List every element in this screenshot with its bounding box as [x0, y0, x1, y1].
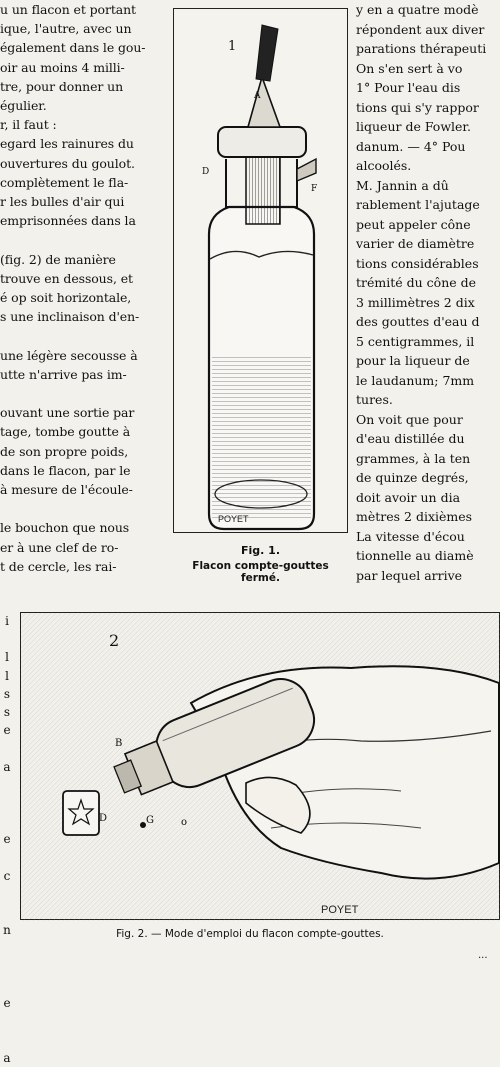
text-line: tionnelle au diamè [356, 548, 474, 563]
text-line: danum. — 4° Pou [356, 138, 466, 154]
text-line: trouve en dessous, et [0, 270, 133, 286]
text-line: s une inclinaison d'en- [0, 309, 140, 325]
text-line: r les bulles d'air qui [0, 194, 125, 210]
text-line: alcoolés. [356, 158, 412, 173]
figure-1-frame [173, 8, 348, 533]
text-line: ouvant une sortie par [0, 405, 135, 421]
figure-1-number: Fig. 1. [241, 544, 280, 557]
text-line: y en a quatre modè [356, 2, 479, 17]
text-line: ouvertures du goulot. [0, 155, 135, 171]
margin-fragment: l [5, 668, 9, 683]
text-line: tage, tombe goutte à [0, 424, 131, 440]
margin-fragment [0, 1030, 14, 1048]
text-line: 3 millimètres 2 dix [356, 294, 475, 310]
margin-fragment: e [3, 995, 11, 1010]
margin-fragment: s [3, 704, 11, 719]
margin-fragment: c [3, 868, 11, 883]
text-line: égulier. [0, 98, 47, 114]
text-line: de son propre poids, [0, 443, 129, 459]
margin-fragment: a [3, 759, 11, 774]
text-line: parations thérapeuti [356, 41, 487, 56]
dropper-bottle-illustration [174, 9, 349, 534]
margin-fragment [0, 848, 14, 866]
text-line: rablement l'ajutage [356, 197, 480, 212]
text-line [0, 384, 166, 403]
text-line: d'eau distillée du [356, 431, 465, 446]
label-D2: D [99, 813, 108, 824]
margin-fragment [0, 630, 14, 648]
text-line: trémité du cône de [356, 275, 477, 290]
text-line: pour la liqueur de [356, 353, 470, 368]
margin-fragment: s [3, 686, 11, 701]
label-D: D [202, 167, 210, 177]
text-line: 1° Pour l'eau dis [356, 80, 461, 95]
text-line: 5 centigrammes, il [356, 333, 475, 349]
margin-fragment [0, 812, 14, 830]
text-line: répondent aux diver [356, 21, 485, 37]
margin-fragment [0, 903, 14, 921]
text-line: des gouttes d'eau d [356, 314, 480, 329]
margin-fragment: n [3, 923, 11, 938]
text-line: de quinze degrés, [356, 470, 469, 485]
text-line: er à une clef de ro- [0, 539, 119, 555]
margin-fragment: a [3, 1050, 11, 1065]
text-line: une légère secousse à [0, 347, 138, 363]
text-line: On s'en sert à vo [356, 60, 463, 76]
text-line: complètement le fla- [0, 174, 129, 190]
text-line: (fig. 2) de manière [0, 251, 116, 267]
text-line: tions considérables [356, 255, 479, 271]
text-line: doit avoir un dia [356, 489, 461, 505]
label-F: F [311, 184, 318, 194]
text-line: grammes, à la ten [356, 450, 471, 466]
margin-fragment [0, 885, 14, 903]
text-line: le laudanum; 7mm [356, 372, 475, 388]
margin-fragment [0, 739, 14, 757]
svg-text:POYET: POYET [321, 904, 359, 916]
text-line: egard les rainures du [0, 136, 134, 152]
label-2: 2 [109, 631, 120, 650]
text-line: mètres 2 dixièmes [356, 509, 473, 524]
margin-fragment [0, 794, 14, 812]
text-line: On voit que pour [356, 411, 463, 427]
text-line: La vitesse d'écou [356, 528, 465, 544]
margin-fragment [0, 1012, 14, 1030]
text-line: le bouchon que nous [0, 520, 130, 536]
label-1: 1 [228, 39, 237, 54]
text-line: liqueur de Fowler. [356, 119, 472, 134]
text-line [0, 326, 166, 345]
margin-fragment: e [3, 723, 11, 738]
margin-fragment: i [5, 614, 9, 628]
text-line: r, il faut : [0, 117, 57, 133]
margin-fragment [0, 939, 14, 957]
text-line: tre, pour donner un [0, 78, 124, 94]
text-line: ique, l'autre, avec un [0, 21, 132, 37]
label-G: G [146, 815, 154, 826]
text-line: é op soit horizontale, [0, 290, 132, 306]
text-line: M. Jannin a dû [356, 177, 449, 193]
text-line: varier de diamètre [356, 236, 475, 251]
page-footer-mark: ... [478, 950, 488, 961]
text-line [0, 499, 166, 518]
svg-text:POYET: POYET [218, 514, 249, 524]
text-line: par lequel arrive [356, 567, 463, 583]
text-line: oir au moins 4 milli- [0, 59, 125, 75]
text-line: dans le flacon, par le [0, 462, 131, 478]
text-line: tions qui s'y rappor [356, 99, 479, 115]
hand-holding-bottle-illustration [21, 613, 500, 921]
text-line: tures. [356, 392, 393, 407]
label-o: o [181, 817, 188, 828]
left-margin-fragments [0, 612, 14, 1067]
figure-2 [20, 612, 500, 920]
margin-fragment [0, 776, 14, 794]
text-line: également dans le gou- [0, 40, 146, 56]
margin-fragment [0, 958, 14, 976]
text-line: peut appeler cône [356, 216, 471, 232]
text-line [0, 230, 166, 249]
margin-fragment: l [5, 650, 9, 665]
text-line: t de cercle, les rai- [0, 558, 117, 574]
text-line: u un flacon et portant [0, 2, 136, 17]
margin-fragment: e [3, 832, 11, 847]
figure-1 [173, 8, 348, 584]
text-line: utte n'arrive pas im- [0, 366, 127, 382]
figure-2-caption: Fig. 2. — Mode d'emploi du flacon compte-gouttes. [116, 928, 384, 940]
label-A: A [254, 91, 261, 101]
right-text-column [356, 0, 500, 585]
text-line: emprisonnées dans la [0, 213, 136, 229]
text-line: à mesure de l'écoule- [0, 482, 133, 498]
label-B: B [115, 738, 123, 749]
figure-1-caption: Flacon compte-gouttes fermé. [192, 560, 329, 584]
margin-fragment [0, 976, 14, 994]
left-text-column [0, 0, 166, 576]
